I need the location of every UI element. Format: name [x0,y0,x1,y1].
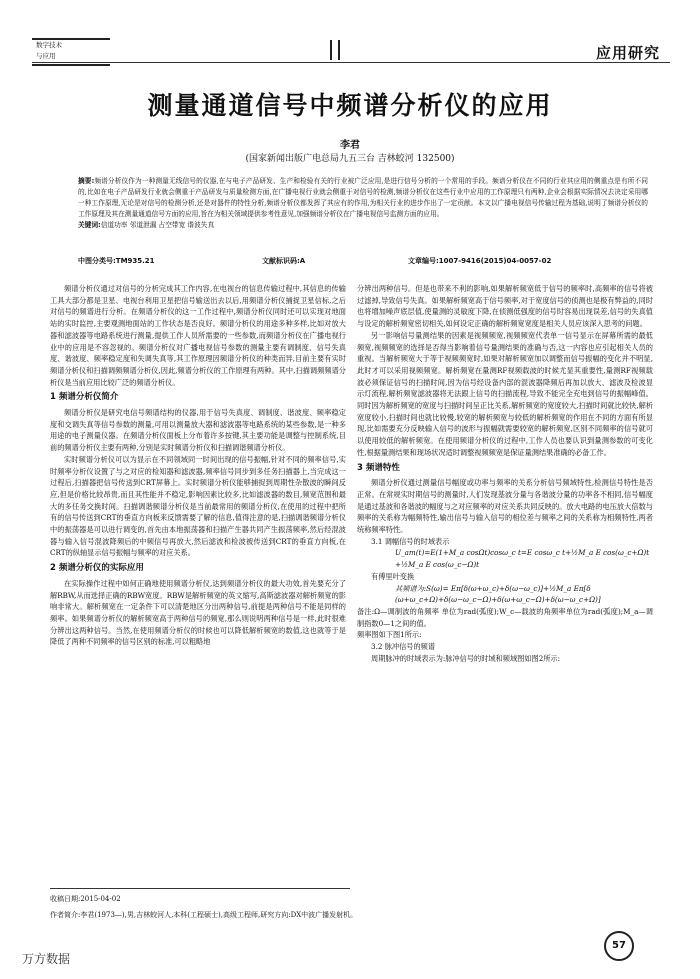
received-date: 收稿日期:2015-04-02 [50,895,121,903]
spectrum-formula: 其频谱为:S(ω)= Eπ[δ(ω+ω_c)+δ(ω−ω_c)]+½M_a Eπ[δ [395,583,591,593]
section-heading: 2 频谱分析仪的实际应用 [50,563,144,574]
left-column [50,283,346,648]
section-heading: 3 频谱特性 [357,462,400,473]
section-label: 应用研究 [595,44,660,62]
paragraph: 实时频谱分析仪可以为显示在不同领域同一时间出现的信号振幅,针对不同的频率信号,实时频率分析仪设置了与之对应的检知器和滤波器,频率信号同步到多任务扫描器上,当完成这一过程后,扫描器把信号传送到CRT屏幕上。实时频谱分析仪能够捕捉到周期性杂散波的瞬间反应,但是价格比较昂贵,而且其性能并不稳定,影响因素比较多,比如滤波器的数目,频宽范围和最大的多任务交换时间。扫描调谐频谱分析仪是当前最常用的频谱分析仪,在使用的过程中把所有的信号传送到CRT的垂直方向板来反馈需要了解的信息,值得注意的是,扫描调谐频谱分析仪中的振荡器是可以进行调变的,首先由本地振荡器和扫描产生器共同产生振荡频率,然后经混波器与输入信号混波降频后的中频信号再放大,然后滤波和检波被传送到CRT的垂直方向板,在CRT的纵轴显示信号振幅与频率的对应关系。 [50,454,346,558]
header-divider-mark [338,40,340,60]
journal-name-line2: 与应用 [36,52,56,60]
section-heading: 1 频谱分析仪简介 [50,392,119,403]
formula-note: 备注:Ω—调制波的角频率 单位为rad(弧度);W_c—载波的角频率单位为rad(弧度);M_a—调制指数0—1之间的值。 [357,606,653,628]
journal-name-line1: 数字技术 [36,41,62,49]
header-rule [32,62,670,63]
paragraph: 频谱分析仪是研究电信号频谱结构的仪器,用于信号失真度、调制度、谐波度、频率稳定度和交调失真等信号参数的测量,可用以测量放大器和滤波器等电路系统的某些参数,是一种多用途的电子测量仪器。在频谱分析仪面板上分布着许多按键,其主要功能是调整与控制系统,目前的频谱分析仪主要有两种,分别是实时频谱分析仪和扫描调谐频谱分析仪。 [50,408,346,453]
subsection-heading: 3.1 调幅信号的时域表示 [371,536,450,546]
author-name: 李君 [340,140,360,151]
header-divider-mark [330,40,332,60]
footnote-rule [50,888,350,889]
keywords-label: 关键词: [78,221,101,229]
paragraph: 在实际操作过程中如何正确地使用频谱分析仪,达到频谱分析仪的最大功效,首先要充分了解RBW,从而选择正确的RBW宽度。RBW是解析频宽的英文缩写,高斯滤波器对解析频宽的影响非常大。解析频宽在一定条件下可以清楚地区分出两种信号,前提是两种信号不能是同样的频率。如果频谱分析仪的解析频宽高于两种信号的频宽,那么则说明两种信号是一样,此时很难分辨出这两种信号。当然,在使用频谱分析仪的时候也可以降低解析频宽的数值,这也就等于是降低了两种不同频率的信号区别的标准,可以粗略地 [50,578,346,647]
am-formula-continued: +½M_a E cos(ω_c−Ω)t [395,560,480,570]
paragraph: 分辨出两种信号。但是也带来不利的影响,如果解析频宽低于信号的频率时,高频率的信号将被过滤掉,导致信号失真。如果解析频宽高于信号频率,对于宽度信号的侦测也是极有弊益的,同时也将增加噪声底层值,使量测的灵敏度下降,在侦测低强度的信号时容易出现误差,信号的失真值与设定的解析频宽密切相关,如何设定正确的解析频宽宽度是相关人员应该深入思考的问题。 [357,284,653,329]
fourier-note: 有傅里叶变换 [371,571,415,581]
page-number: 57 [604,931,634,961]
abstract-block [78,176,648,231]
document-code: 文献标识码:A [262,257,306,265]
article-number: 文章编号:1007-9416(2015)04-0057-02 [408,257,552,265]
abstract-text: 频谱分析仪作为一种测量无线信号的仪器,在与电子产品研发、生产和检验有关的行业被广泛应用,是进行信号分析的一个常用的手段。频谱分析仪在不同的行业其应用的侧重点是有所不同的,比如在电子产品研发行业就会侧重于产品研发与质量检测方面,在广播电视行业就会侧重于对信号的检测,频谱分析仪在这些行业中应用的工作原理只有两种,企业会根据实际情况去决定采用哪一种工作原理,无论是对信号的检测分析,还是对器件的特性分析,频谱分析仪都发挥了其应有的作用,为相关行业的进步作出了一定贡献。本文以广播电视信号传输过程为基础,说明了频谱分析仪的工作原理及其在测量通道信号方面的应用,旨在为相关领域提供参考性意见,加强频谱分析仪在广播电视信号监测方面的应用。 [78,177,648,218]
article-title: 测量通道信号中频谱分析仪的应用 [147,91,553,120]
keywords-text: 信道功率 邻道泄漏 占空带宽 谐波失真 [100,221,215,229]
paragraph: 频谱分析仪通过测量信号幅度或功率与频率的关系分析信号频域特性,检测信号特性是否正常。在常规实时期信号的测量时,人们发现基波分量与各谐波分量的功率各不相同,信号幅度是通过基波和各谐波的幅度与之对应频率的对应关系共同反映的。放大电路的电压放大倍数与频率的关系称为幅频特性,输出信号与输入信号的相位差与频率之间的关系称为相频特性,两者统称频率特性。 [357,478,653,535]
paragraph: 频谱分析仪通过对信号的分析完成其工作内容,在电视台的信息传输过程中,其信息的传输工具大部分都是卫星、电视台利用卫星把信号输送出去以后,用频谱分析仪捕捉卫星信标,之后对信号的频谱进行分析。在频谱分析仪的这一工作过程中,频谱分析仪同时还可以实现对地面站的实时监控,主要观测地面站的工作状态是否良好。频谱分析仪的用途多种多样,比如对放大器和滤波器等电路系统进行测量,提供工作人员所需要的一些参数,而频谱分析仪在广播电视行业中的应用是不容忽视的。频谱分析仪对广播电视信号参数的测量主要有调制度、信号失真度、谐波度、频率稳定度和失调失真等,其工作原理因频谱分析仪的种类而异,目前主要有实时频谱分析仪和扫描调频频谱分析仪,因此,频谱分析仪的工作原理有两种。其中,扫描调频频谱分析仪是当前应用比较广泛的频谱分析仪。 [50,284,346,387]
subsection-heading: 3.2 脉冲信号的频谱 [371,642,436,652]
paragraph: 周期脉冲的时域表示为:脉冲信号的时域和频域图如图2所示: [371,653,561,663]
author-bio: 作者简介:李君(1973—),男,吉林蛟河人,本科(工程硕士),高级工程师,研究方向:DX中波广播发射机。 [50,911,358,919]
clc-number: 中图分类号:TM935.21 [78,257,155,265]
source-watermark: 万方数据 [22,952,71,966]
figure-reference: 频率图如下图1所示: [357,630,422,640]
abstract-label: 摘要: [78,177,95,185]
right-column [357,283,653,665]
am-formula: U_am(t)=E(1+M_a cosΩt)cosω_c t=E cosω_c t+½M_a E cos(ω_c+Ω)t [395,548,650,558]
paragraph: 另一影响信号量测结果的因素是视频频宽,视频频宽代表单一信号显示在屏幕所需的最低频宽,视频频宽的选择是否得当影响着信号量测结果的准确与否,这一内容也应引起相关人员的重视。当解析频宽大于等于视频频宽时,如果对解析频宽加以调整而信号振幅的变化并不明显,此时才可以采用视频频宽。解析频宽在量测RF视频载波的时候尤显其重要性,量测RF视频载波必须保证信号的扫描时间,因为信号经设备内部的混波器降频后再加以放大、滤波及检波显示灯流程,解析频宽滤波器将无法跟上信号的扫描流程,导致不能完全充电到信号的振幅峰值。同时因为解析频宽的宽度与扫描时间呈正比关系,解析频宽的宽度较大,扫描时间就比较快,解析宽度较小,扫描时间也就比较慢,较宽的解析频宽与较低的解析频宽的作用在不同的方面有所显现,比如需要充分反映输入信号的波形与振幅就需要较宽的解析频宽,区别不同频率的信号就可以使用较低的解析频宽。在使用频谱分析仪的过程中,工作人员也要认识到量测参数的可变化性,根据量测结果和现场状况适时调整视频频宽是保证量测结果准确的必备工作。 [357,330,653,457]
spectrum-formula-continued: (ω+ω_c+Ω)+δ(ω−ω_c−Ω)+δ(ω+ω_c−Ω)+δ(ω−ω_c+Ω)] [395,595,601,605]
author-affiliation: (国家新闻出版广电总局九五三台 吉林蛟河 132500) [245,154,455,164]
